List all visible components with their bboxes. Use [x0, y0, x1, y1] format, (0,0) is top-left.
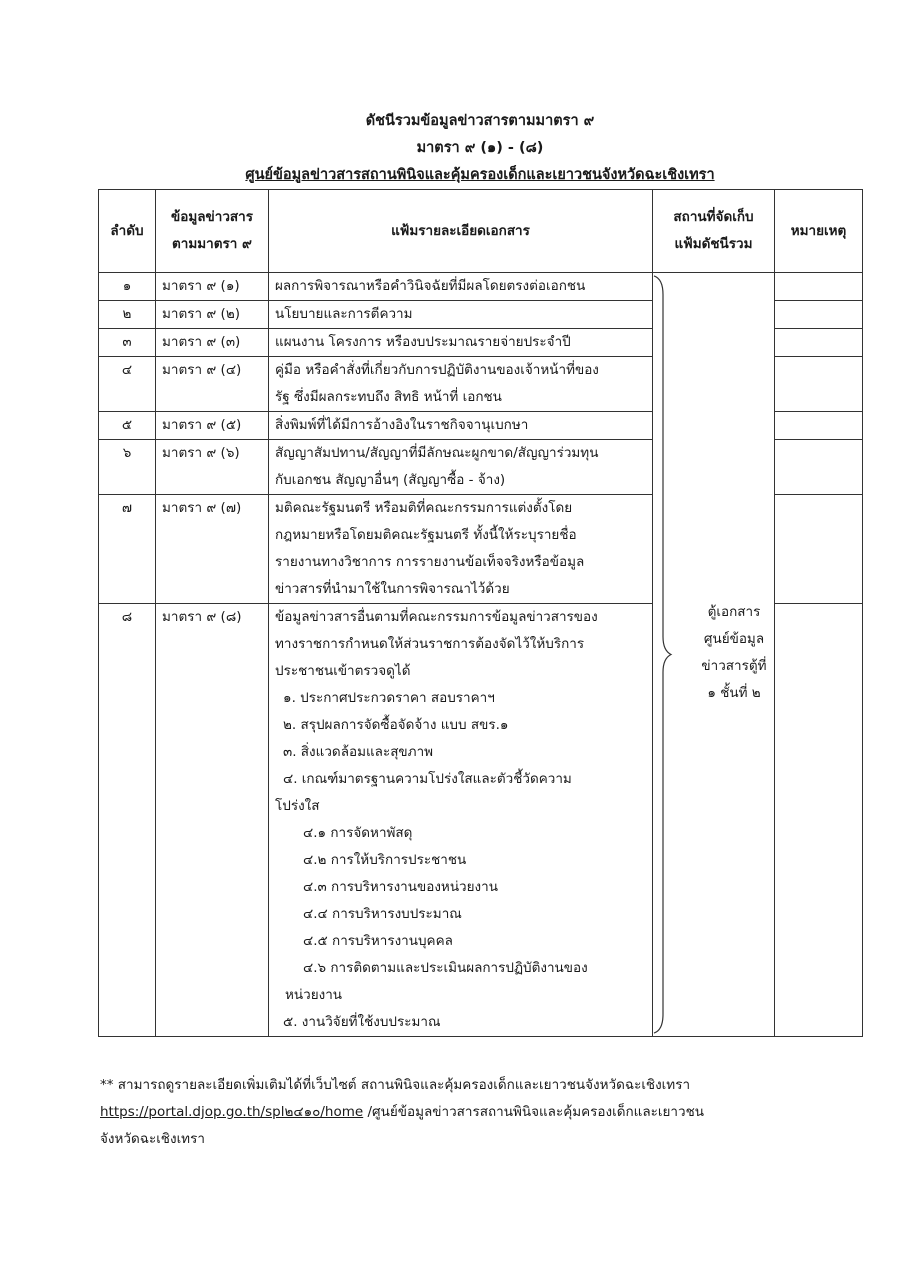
row-remarks	[775, 495, 863, 604]
row-remarks	[775, 301, 863, 329]
website-link[interactable]: https://portal.djop.go.th/spl๒๔๑๐/home	[100, 1104, 364, 1120]
row-details-line: กฎหมายหรือโดยมติคณะรัฐมนตรี ทั้งนี้ให้ระบุรายชื่อ	[275, 527, 577, 543]
row-details-line: มติคณะรัฐมนตรี หรือมติที่คณะกรรมการแต่งตั้งโดย	[275, 500, 573, 516]
row-details-line: นโยบายและการตีความ	[275, 306, 413, 322]
heading-subtitle: มาตรา ๙ (๑) - (๘)	[416, 140, 544, 156]
sub-list-item: ๔.๕ การบริหารงานบุคคล	[303, 933, 453, 949]
sub-list-item: ๔.๖ การติดตามและประเมินผลการปฏิบัติงานของ	[303, 960, 588, 976]
row-number: ๒	[99, 301, 156, 329]
row-remarks	[775, 329, 863, 357]
row-details	[269, 440, 653, 495]
row-section: มาตรา ๙ (๒)	[156, 301, 269, 329]
row-details-line: รายงานทางวิชาการ การรายงานข้อเท็จจริงหรือข้อมูล	[275, 554, 585, 570]
row-number: ๗	[99, 495, 156, 604]
row-section: มาตรา ๙ (๑)	[156, 273, 269, 301]
row-number: ๔	[99, 357, 156, 412]
bracket-icon	[653, 273, 675, 1036]
row-number: ๘	[99, 604, 156, 1037]
row-details	[269, 273, 653, 301]
footnote-line: ** สามารถดูรายละเอียดเพิ่มเติมได้ที่เว็บไซต์ สถานพินิจและคุ้มครองเด็กและเยาวชนจังหวัดฉะเชิงเทรา	[100, 1077, 691, 1093]
sub-list-item: ๔.๒ การให้บริการประชาชน	[303, 852, 467, 868]
row-details	[269, 301, 653, 329]
sub-list-item: ๔.๓ การบริหารงานของหน่วยงาน	[303, 879, 498, 895]
location-line: ตู้เอกสาร	[707, 604, 761, 620]
row-section: มาตรา ๙ (๖)	[156, 440, 269, 495]
table-header-row	[99, 190, 863, 273]
row-details	[269, 412, 653, 440]
row-details-line: ทางราชการกำหนดให้ส่วนราชการต้องจัดไว้ให้บริการ	[275, 636, 585, 652]
row-details-line: ข่าวสารที่นำมาใช้ในการพิจารณาไว้ด้วย	[275, 581, 510, 597]
row-details-line: สิ่งพิมพ์ที่ได้มีการอ้างอิงในราชกิจจานุเบกษา	[275, 417, 529, 433]
row-details-line: คู่มือ หรือคำสั่งที่เกี่ยวกับการปฏิบัติงานของเจ้าหน้าที่ของ	[275, 362, 599, 378]
sub-list-item-continued: หน่วยงาน	[285, 987, 343, 1003]
row-remarks	[775, 357, 863, 412]
row-details	[269, 357, 653, 412]
row-number: ๓	[99, 329, 156, 357]
row-remarks	[775, 412, 863, 440]
location-line: ๑ ชั้นที่ ๒	[707, 685, 761, 701]
storage-location-cell	[653, 273, 775, 1037]
list-item: ๑. ประกาศประกวดราคา สอบราคาฯ	[283, 690, 495, 706]
sub-list-item: ๔.๔ การบริหารงบประมาณ	[303, 906, 462, 922]
row-number: ๖	[99, 440, 156, 495]
row-details-line: แผนงาน โครงการ หรืองบประมาณรายจ่ายประจำปี	[275, 334, 571, 350]
row-details-line: กับเอกชน สัญญาอื่นๆ (สัญญาซื้อ - จ้าง)	[275, 472, 506, 488]
list-item: ๔. เกณฑ์มาตรฐานความโปร่งใสและตัวชี้วัดความ	[283, 771, 572, 787]
header-details: แฟ้มรายละเอียดเอกสาร	[269, 190, 653, 273]
footnote-text: /ศูนย์ข้อมูลข่าวสารสถานพินิจและคุ้มครองเด็กและเยาวชน	[363, 1104, 704, 1120]
row-number: ๑	[99, 273, 156, 301]
row-details-line: ประชาชนเข้าตรวจดูได้	[275, 663, 411, 679]
header-no: ลำดับ	[99, 190, 156, 273]
row-section: มาตรา ๙ (๔)	[156, 357, 269, 412]
header-location-line1: สถานที่จัดเก็บ	[673, 209, 754, 225]
index-table	[98, 189, 863, 1037]
list-item-continued: โปร่งใส	[275, 798, 320, 814]
footnote-line: จังหวัดฉะเชิงเทรา	[100, 1131, 205, 1147]
location-line: ศูนย์ข้อมูล	[703, 631, 765, 647]
row-section: มาตรา ๙ (๘)	[156, 604, 269, 1037]
storage-location-text	[693, 599, 775, 707]
list-item: ๒. สรุปผลการจัดซื้อจัดจ้าง แบบ สขร.๑	[283, 717, 509, 733]
row-details-line: รัฐ ซึ่งมีผลกระทบถึง สิทธิ หน้าที่ เอกชน	[275, 389, 502, 405]
header-section-line2: ตามมาตรา ๙	[172, 236, 252, 252]
header-remarks: หมายเหตุ	[775, 190, 863, 273]
row-details-line: ข้อมูลข่าวสารอื่นตามที่คณะกรรมการข้อมูลข่าวสารของ	[275, 609, 598, 625]
row-section: มาตรา ๙ (๗)	[156, 495, 269, 604]
row-remarks	[775, 440, 863, 495]
header-location	[653, 190, 775, 273]
row-details	[269, 604, 653, 1037]
footnote-line	[100, 1099, 860, 1126]
header-section-line1: ข้อมูลข่าวสาร	[171, 209, 253, 225]
list-item: ๕. งานวิจัยที่ใช้งบประมาณ	[283, 1014, 441, 1030]
table-row	[99, 273, 863, 301]
document-heading	[100, 108, 860, 189]
location-line: ข่าวสารตู้ที่	[701, 658, 767, 674]
heading-title: ดัชนีรวมข้อมูลข่าวสารตามมาตรา ๙	[365, 113, 595, 129]
row-details	[269, 495, 653, 604]
header-location-line2: แฟ้มดัชนีรวม	[674, 236, 753, 252]
footnote	[100, 1072, 860, 1153]
row-remarks	[775, 604, 863, 1037]
row-details	[269, 329, 653, 357]
row-details-line: ผลการพิจารณาหรือคำวินิจฉัยที่มีผลโดยตรงต่อเอกชน	[275, 278, 586, 294]
row-section: มาตรา ๙ (๕)	[156, 412, 269, 440]
row-details-line: สัญญาสัมปทาน/สัญญาที่มีลักษณะผูกขาด/สัญญาร่วมทุน	[275, 445, 599, 461]
row-number: ๕	[99, 412, 156, 440]
row-section: มาตรา ๙ (๓)	[156, 329, 269, 357]
list-item: ๓. สิ่งแวดล้อมและสุขภาพ	[283, 744, 434, 760]
heading-organization: ศูนย์ข้อมูลข่าวสารสถานพินิจและคุ้มครองเด็กและเยาวชนจังหวัดฉะเชิงเทรา	[245, 167, 715, 183]
row-remarks	[775, 273, 863, 301]
sub-list-item: ๔.๑ การจัดหาพัสดุ	[303, 825, 413, 841]
header-section	[156, 190, 269, 273]
